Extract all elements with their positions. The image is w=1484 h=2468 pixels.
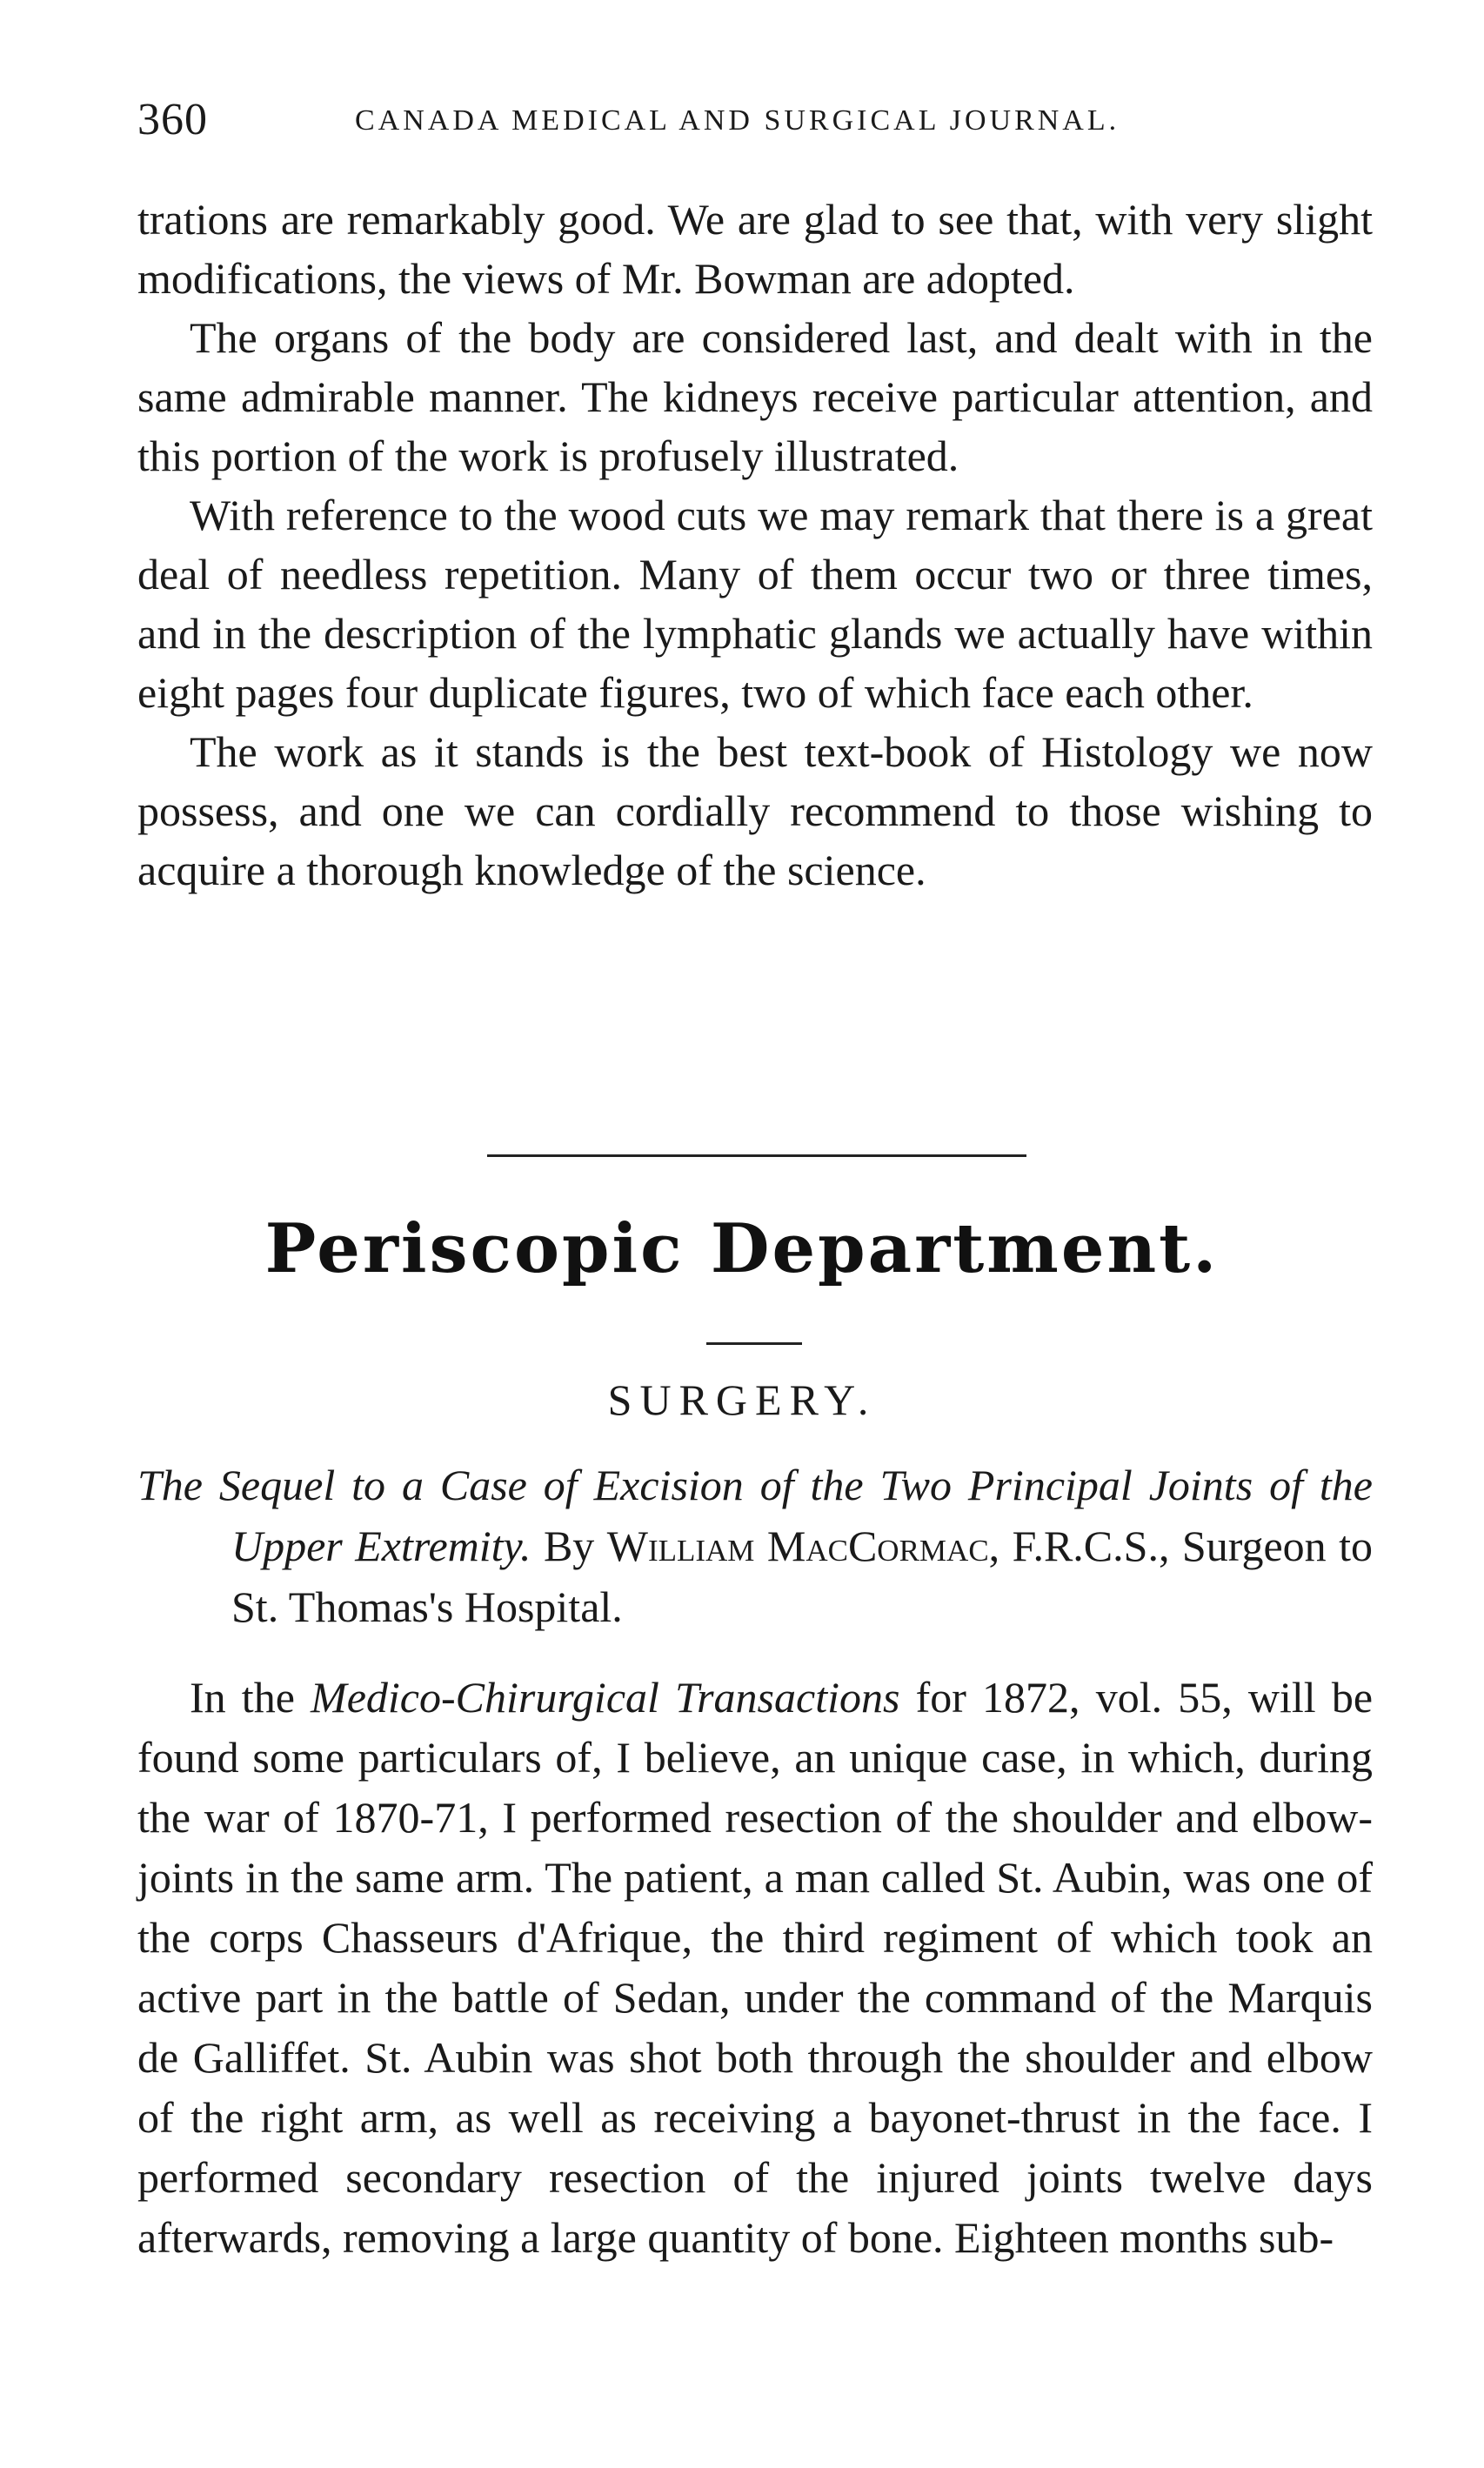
- review-paragraph: trations are remarkably good. We are glad to see that, with very slight modifications, the views of Mr. Bowman are adopted.: [137, 195, 1373, 303]
- article-title: The Sequel to a Case of Excision of the Two Principal Joints of the Upper Extremity.: [137, 1461, 1373, 1570]
- article-citation: [137, 1455, 1373, 1637]
- page-number: 360: [137, 95, 208, 144]
- article-text: for 1872, vol. 55, will be found some particulars of, I believe, an unique case, in which, during the war of 1870-71, I performed resection of the shoulder and elbow-joints in the same arm. The patient, a man called St. Aubin, was one of the corps Chasseurs d'Afrique, the third regiment of which took an active part in the battle of Sedan, under the command of the Marquis de Galliffet. St. Aubin was shot both through the shoulder and elbow of the right arm, as well as receiving a bayonet-thrust in the face. I performed secondary resection of the injured joints twelve days afterwards, removing a large quantity of bone. Eighteen months sub-: [137, 1673, 1374, 2262]
- heading-divider: [706, 1342, 802, 1345]
- section-divider: [487, 1154, 1026, 1157]
- department-heading: Periscopic Department.: [264, 1209, 1220, 1288]
- running-head: [137, 94, 1355, 155]
- review-paragraph: With reference to the wood cuts we may remark that there is a great deal of needless repetition. Many of them occur two or three times, and in the description of the lymphatic glands we actually have within eight pages four duplicate figures, two of which face each other.: [137, 491, 1373, 717]
- article-body: [137, 1668, 1373, 2268]
- article-title-block: [137, 1455, 1373, 1637]
- review-paragraph: The organs of the body are considered last, and dealt with in the same admirable manner. The kidneys receive particular attention, and this portion of the work is profusely illustrated.: [137, 313, 1373, 480]
- article-paragraph: [137, 1668, 1373, 2268]
- journal-title: CANADA MEDICAL AND SURGICAL JOURNAL.: [355, 104, 1120, 137]
- author-credentials: F.R.C.S., Surgeon to St. Thomas's Hospital.: [231, 1522, 1374, 1631]
- review-paragraph: The work as it stands is the best text-book of Histology we now possess, and one we can cordially recommend to those wishing to acquire a thorough knowledge of the science.: [137, 727, 1373, 894]
- article-author: William MacCormac,: [606, 1522, 1000, 1570]
- book-review-text: [137, 190, 1373, 900]
- article-intro: In the: [190, 1673, 295, 1722]
- byline-prefix: By: [543, 1522, 595, 1570]
- source-title: Medico-Chirurgical Transactions: [311, 1673, 900, 1722]
- section-heading: SURGERY.: [607, 1375, 877, 1424]
